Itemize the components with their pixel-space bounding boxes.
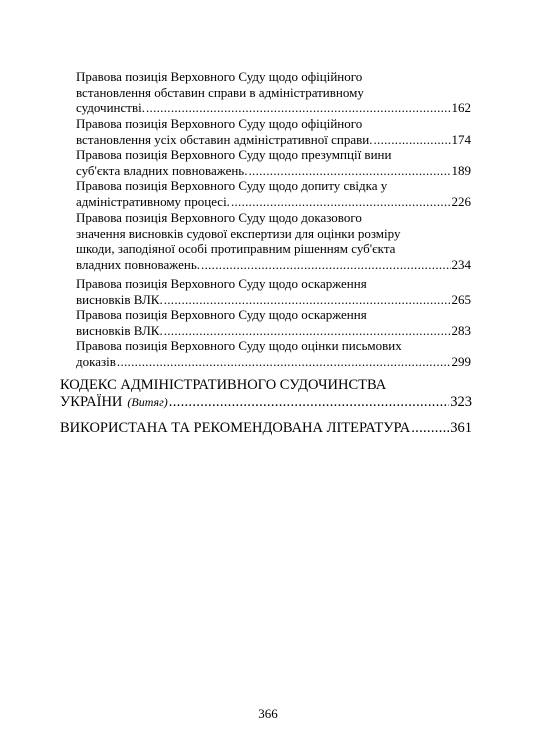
dot-leader bbox=[248, 163, 450, 179]
dot-leader bbox=[411, 420, 449, 437]
toc-entry-title: Правова позиція Верховного Суду щодо офіційного bbox=[76, 116, 363, 131]
dot-leader bbox=[373, 132, 450, 148]
toc-entry[interactable] bbox=[76, 178, 471, 209]
toc-entry[interactable] bbox=[76, 307, 471, 338]
toc-entry-title: висновків ВЛК. bbox=[76, 291, 163, 307]
toc-section-title: ВИКОРИСТАНА ТА РЕКОМЕНДОВАНА ЛІТЕРАТУРА bbox=[60, 420, 411, 436]
dot-leader bbox=[231, 194, 451, 210]
toc-page-number: 361 bbox=[450, 420, 472, 436]
toc-section-note: (Витяг) bbox=[127, 395, 168, 409]
toc-entry-title: доказів bbox=[76, 353, 116, 369]
dot-leader bbox=[169, 394, 449, 411]
toc-page-number: 265 bbox=[451, 291, 471, 307]
toc-page-number: 299 bbox=[451, 353, 471, 369]
dot-leader bbox=[117, 354, 451, 370]
toc-entry-title: шкоди, заподіяної особі протиправним рішенням суб'єкта bbox=[76, 241, 396, 256]
toc-section-title: КОДЕКС АДМІНІСТРАТИВНОГО СУДОЧИНСТВА bbox=[60, 377, 387, 393]
toc-entry-title: суб'єкта владних повноважень. bbox=[76, 162, 248, 178]
dot-leader bbox=[146, 100, 451, 116]
toc-entry-title: висновків ВЛК. bbox=[76, 322, 163, 338]
toc-page-number: 162 bbox=[451, 100, 471, 115]
toc-entry-title: Правова позиція Верховного Суду щодо допиту свідка у bbox=[76, 178, 388, 193]
toc-page-number: 189 bbox=[451, 162, 471, 178]
toc-entry-title: Правова позиція Верховного Суду щодо офіційного bbox=[76, 69, 363, 84]
toc-entry-title: судочинстві. bbox=[76, 100, 145, 115]
toc-entry-title: владних повноважень. bbox=[76, 256, 201, 272]
toc-page-number: 174 bbox=[451, 131, 471, 147]
toc-entry[interactable] bbox=[76, 116, 471, 147]
toc-entry[interactable] bbox=[76, 147, 471, 178]
toc-section-title: УКРАЇНИ bbox=[60, 394, 123, 410]
dot-leader bbox=[164, 292, 451, 308]
toc-page-number: 323 bbox=[450, 394, 472, 410]
toc-entry-title: встановлення обставин справи в адміністративному bbox=[76, 84, 364, 100]
toc-entry[interactable] bbox=[76, 69, 471, 116]
toc-entry-title: Правова позиція Верховного Суду щодо оцінки письмових bbox=[76, 338, 402, 353]
toc-section-code[interactable] bbox=[60, 377, 472, 411]
toc-entry-title: адміністративному процесі. bbox=[76, 193, 230, 209]
toc-entry[interactable] bbox=[76, 276, 471, 307]
toc-section-literature[interactable] bbox=[60, 420, 472, 437]
page-number: 366 bbox=[258, 706, 278, 721]
toc-entry-title: значення висновків судової експертизи для оцінки розміру bbox=[76, 225, 401, 241]
toc-entry-title: встановлення усіх обставин адміністративної справи. bbox=[76, 131, 373, 147]
toc-entry-title: Правова позиція Верховного Суду щодо оскарження bbox=[76, 307, 367, 322]
toc-entry-title: Правова позиція Верховного Суду щодо презумпції вини bbox=[76, 147, 392, 162]
toc-page-number: 226 bbox=[451, 193, 471, 209]
toc-entry[interactable] bbox=[76, 210, 471, 272]
toc-page-number: 234 bbox=[451, 256, 471, 272]
toc-entry-title: Правова позиція Верховного Суду щодо оскарження bbox=[76, 276, 367, 291]
dot-leader bbox=[164, 323, 451, 339]
toc-entry-title: Правова позиція Верховного Суду щодо доказового bbox=[76, 210, 362, 225]
toc-entry[interactable] bbox=[76, 338, 471, 369]
toc-page-number: 283 bbox=[451, 322, 471, 338]
dot-leader bbox=[201, 257, 450, 273]
